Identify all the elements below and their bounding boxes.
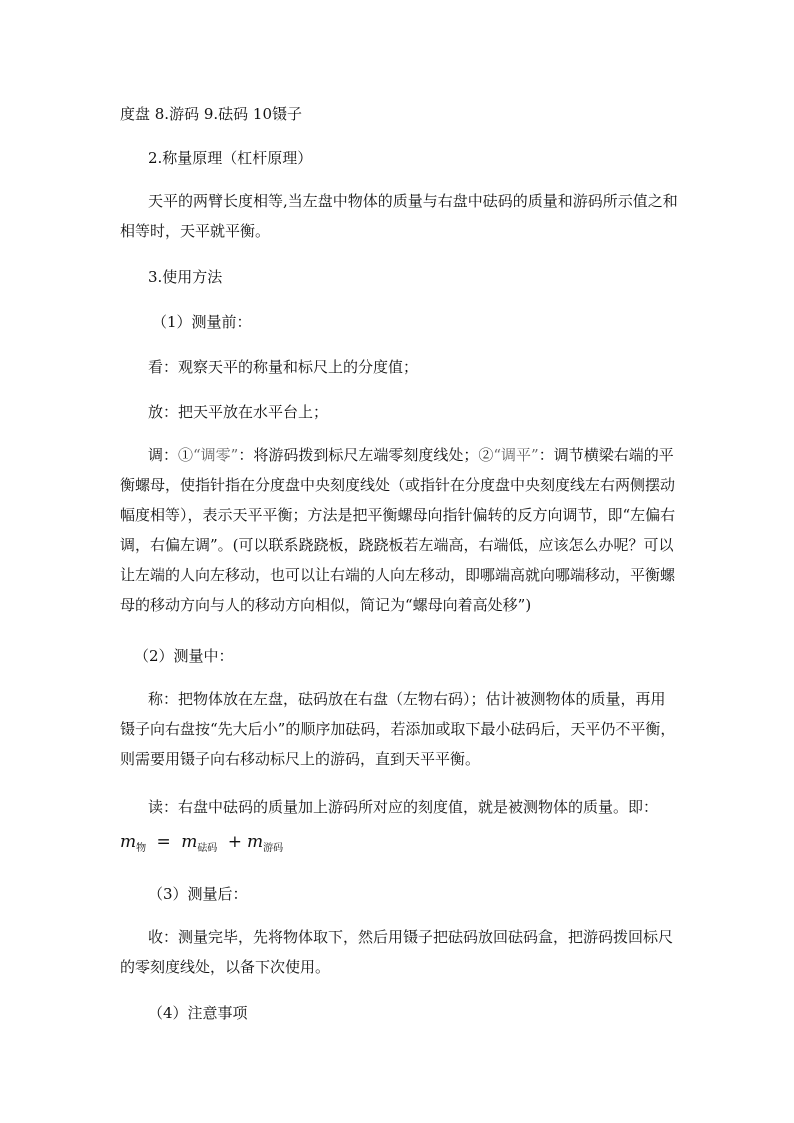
quote-zeroing: “调零” (193, 446, 239, 464)
parts-list-tail: 度盘 8.游码 9.砝码 10镊子 (120, 105, 303, 123)
read-step-paragraph: 读：右盘中砝码的质量加上游码所对应的刻度值，就是被测物体的质量。即： (148, 798, 659, 816)
heading-notes: （4）注意事项 (148, 1004, 248, 1022)
collect-step-paragraph: 收：测量完毕，先将物体取下，然后用镊子把砝码放回砝码盒，把游码拨回标尺的零刻度线处，以备下次使用。 (120, 928, 674, 976)
place-step: 放：把天平放在水平台上； (148, 403, 329, 421)
quote-leveling: “调平” (493, 446, 539, 464)
heading-during-measuring: （2）测量中： (134, 647, 234, 665)
adjust-text-middle: ：将游码拨到标尺左端零刻度线处；② (238, 446, 494, 464)
mass-formula (120, 832, 283, 854)
formula-equals: = (156, 832, 171, 852)
formula-m-1: m (120, 832, 137, 852)
formula-m-3: m (246, 832, 264, 852)
formula-plus: + (227, 832, 242, 852)
formula-sub-rider: 游码 (263, 843, 284, 854)
heading-weighing-principle: 2.称量原理（杠杆原理） (148, 149, 313, 167)
formula-sub-weights: 砝码 (197, 843, 218, 854)
heading-usage: 3.使用方法 (148, 268, 223, 286)
adjust-label: 调：① (148, 446, 194, 464)
heading-before-measuring: （1）测量前： (152, 313, 252, 331)
formula-sub-object: 物 (136, 843, 147, 854)
principle-paragraph: 天平的两臂长度相等,当左盘中物体的质量与右盘中砝码的质量和游码所示值之和相等时，天平就平衡。 (120, 192, 678, 240)
weigh-step-paragraph: 称：把物体放在左盘，砝码放在右盘（左物右码）；估计被测物体的质量，再用镊子向右盘按“先大后小”的顺序加砝码，若添加或取下最小砝码后，天平仍不平衡，则需要用镊子向右移动标尺上的游码，直到天平平衡。 (120, 690, 676, 768)
formula-m-2: m (181, 832, 198, 852)
look-step: 看：观察天平的称量和标尺上的分度值； (148, 358, 419, 376)
adjust-text-rest: ：调节横梁右端的平衡螺母，使指针指在分度盘中央刻度线处（或指针在分度盘中央刻度线左右两侧摆动幅度相等），表示天平平衡；方法是把平衡螺母向指针偏转的反方向调节，即“左偏右调，右偏左调”。(可以联系跷跷板，跷跷板若左端高，右端低，应该怎么办呢？可以让左端的人向左移动，也可以让右端的人向左移动，即哪端高就向哪端移动，平衡螺母的移动方向与人的移动方向相似，简记为“螺母向着高处移”) (120, 446, 676, 614)
adjust-step-paragraph (120, 440, 680, 620)
heading-after-measuring: （3）测量后： (148, 885, 248, 903)
